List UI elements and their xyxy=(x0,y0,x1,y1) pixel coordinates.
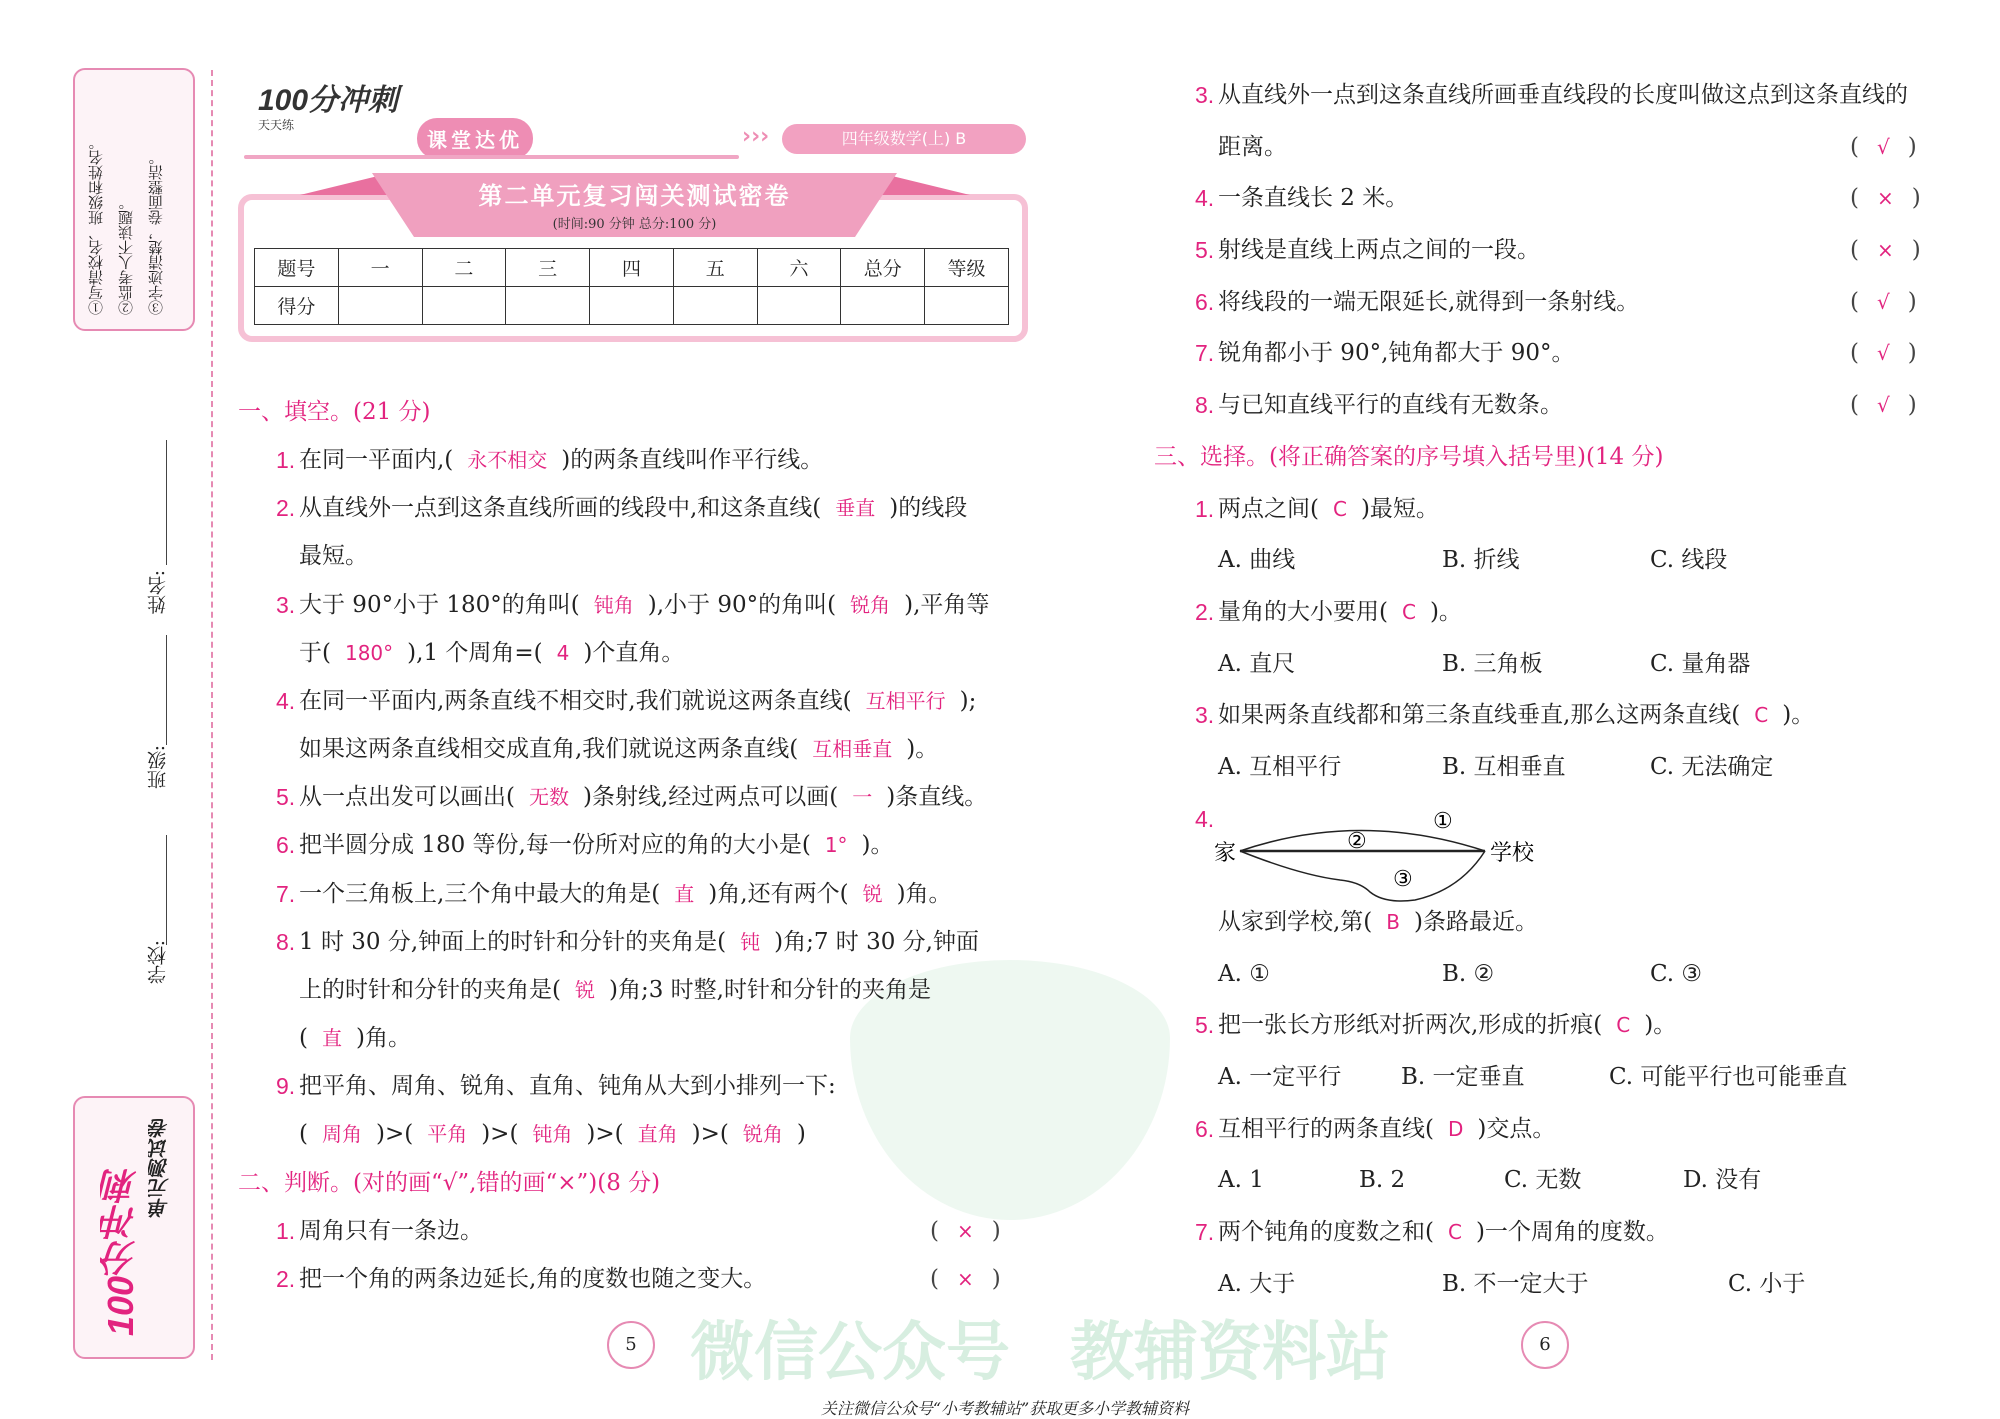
question-text xyxy=(299,677,976,725)
text: ( xyxy=(299,1121,308,1148)
question-text xyxy=(1218,690,1814,742)
grade-label: 四年级数学(上) B xyxy=(782,124,1026,154)
question-text xyxy=(299,484,967,532)
question-text xyxy=(299,436,823,484)
school-line[interactable] xyxy=(166,835,167,945)
score-header: 题号 xyxy=(255,249,339,287)
question-text xyxy=(1218,122,1287,174)
text: 大于 90°小于 180°的角叫( xyxy=(299,591,580,618)
text: 周角只有一条边。 xyxy=(299,1217,483,1244)
text: ) xyxy=(796,1121,806,1148)
judgment-answer: ( × ) xyxy=(930,1217,1001,1244)
text: )。 xyxy=(1429,598,1462,625)
question-number: 3. xyxy=(1195,82,1215,108)
options-row xyxy=(1195,742,1955,794)
text: )条路最近。 xyxy=(1414,909,1539,935)
question-number: 9. xyxy=(276,1073,296,1100)
question-text xyxy=(299,1255,766,1303)
chevrons-icon: ››› xyxy=(742,124,770,149)
text: )角;7 时 30 分,钟面 xyxy=(774,928,979,955)
text: 如果两条直线都和第三条直线垂直,那么这两条直线( xyxy=(1218,702,1741,729)
score-cell[interactable] xyxy=(925,287,1009,325)
text: )条直线。 xyxy=(886,784,988,811)
judgment-answer: ( × ) xyxy=(930,1265,1001,1292)
question-line xyxy=(276,1255,1026,1303)
score-header: 总分 xyxy=(841,249,925,287)
route-2-label: ② xyxy=(1347,829,1367,854)
question-line xyxy=(1195,587,1955,639)
text: )最短。 xyxy=(1360,495,1439,522)
answer: 一 xyxy=(852,785,873,810)
text: )。 xyxy=(1644,1012,1677,1039)
option: A. 曲线 xyxy=(1218,547,1296,574)
question-line xyxy=(276,532,1026,580)
class-line[interactable] xyxy=(166,635,167,745)
question-number: 5. xyxy=(1195,237,1215,264)
answer: 直角 xyxy=(637,1122,678,1147)
question-line xyxy=(276,918,1026,966)
question-number: 2. xyxy=(276,1265,296,1292)
option: C. 无数 xyxy=(1504,1167,1582,1194)
question-text xyxy=(1218,70,1908,122)
question-line xyxy=(276,966,1026,1014)
route-diagram xyxy=(1180,800,1600,910)
score-cell[interactable] xyxy=(841,287,925,325)
question-line xyxy=(1195,1207,1955,1259)
question-number: 1. xyxy=(276,447,296,474)
answer: 永不相交 xyxy=(467,448,548,473)
question-text xyxy=(1218,380,1563,432)
brand-subtitle: 单元测试卷 xyxy=(148,1118,172,1218)
exam-info: (时间:90 分钟 总分:100 分) xyxy=(552,217,717,232)
question-number: 4. xyxy=(1195,185,1215,212)
question-line xyxy=(276,581,1026,629)
question-text xyxy=(1218,225,1540,277)
option: B. 2 xyxy=(1359,1167,1406,1194)
answer: 周角 xyxy=(321,1122,362,1147)
score-header: 五 xyxy=(673,249,757,287)
options-row xyxy=(1195,639,1955,691)
question-number: 7. xyxy=(276,880,296,907)
text: 把半圆分成 180 等份,每一份所对应的角的大小是( xyxy=(299,832,811,859)
answer: 钝角 xyxy=(593,592,634,617)
text: 从直线外一点到这条直线所画垂直线段的长度叫做这点到这条直线的 xyxy=(1218,82,1908,108)
question-text xyxy=(299,966,931,1014)
question-number: 7. xyxy=(1195,340,1215,367)
judgment-mark: × xyxy=(1876,238,1894,263)
badge: 课堂达优 xyxy=(417,118,533,159)
question-text xyxy=(1218,1104,1555,1156)
text: 如果这两条直线相交成直角,我们就说这两条直线( xyxy=(299,736,799,763)
answer: 180° xyxy=(344,640,394,665)
question-line xyxy=(276,629,1026,677)
question-text xyxy=(299,821,894,869)
option: A. 一定平行 xyxy=(1218,1064,1342,1091)
question-number: 6. xyxy=(1195,1115,1215,1142)
text: ( xyxy=(299,1025,308,1052)
answer: 4 xyxy=(556,640,570,665)
question-number: 7. xyxy=(1195,1219,1215,1246)
school-label: 学校: xyxy=(147,940,169,985)
answer: 直 xyxy=(674,881,695,906)
score-cell[interactable] xyxy=(506,287,590,325)
question-line xyxy=(1195,1000,1955,1052)
section-heading xyxy=(1154,432,1955,484)
footer-note: 关注微信公众号“小考教辅站”获取更多小学教辅资料 xyxy=(820,1399,1190,1418)
text: )。 xyxy=(861,832,894,859)
question-line xyxy=(1195,173,1955,225)
question-number: 4. xyxy=(276,687,296,714)
option: A. ① xyxy=(1218,960,1270,987)
answer: 互相平行 xyxy=(865,688,946,713)
name-line[interactable] xyxy=(166,440,167,565)
question-number: 1. xyxy=(1195,495,1215,522)
text: )角。 xyxy=(355,1025,411,1052)
answer: C xyxy=(1754,703,1769,728)
brand-logo: 100分冲刺 xyxy=(100,1168,141,1337)
text: 一条直线长 2 米。 xyxy=(1218,185,1409,212)
judgment-mark: √ xyxy=(1876,393,1890,418)
judgment-answer: ( √ ) xyxy=(1850,392,1917,419)
text: 两个钝角的度数之和( xyxy=(1218,1219,1434,1246)
question-line xyxy=(276,870,1026,918)
left-column xyxy=(238,388,1026,1303)
text: 两点之间( xyxy=(1218,495,1319,522)
route-3-label: ③ xyxy=(1393,867,1413,892)
instruction: ②监考人不读题。 xyxy=(117,195,135,315)
option: B. ② xyxy=(1442,960,1495,987)
question-line xyxy=(276,436,1026,484)
question-line xyxy=(1195,1104,1955,1156)
answer: 平角 xyxy=(427,1122,468,1147)
question-text xyxy=(1218,1207,1669,1259)
question-number: 2. xyxy=(1195,598,1215,625)
question-line xyxy=(276,821,1026,869)
logo xyxy=(258,84,398,132)
text: ),小于 90°的角叫( xyxy=(647,591,837,618)
question-line xyxy=(276,1207,1026,1255)
question-text xyxy=(299,773,987,821)
question-text xyxy=(299,532,368,580)
text: 在同一平面内,( xyxy=(299,447,454,474)
question-line xyxy=(1195,277,1955,329)
options-row xyxy=(1195,1259,1955,1311)
text: )>( xyxy=(481,1121,519,1148)
option: D. 没有 xyxy=(1683,1167,1762,1194)
question-line xyxy=(276,1110,1026,1158)
section-heading xyxy=(238,388,1026,436)
text: )>( xyxy=(375,1121,414,1148)
question-text xyxy=(1218,587,1462,639)
question-number: 2. xyxy=(276,495,296,522)
answer: 1° xyxy=(824,833,848,858)
logo-text: 天天练 xyxy=(258,118,295,132)
question-text xyxy=(1218,1000,1676,1052)
answer: 互相垂直 xyxy=(812,737,893,762)
watermark-text: 微信公众号 xyxy=(690,1316,1010,1390)
page-title: 第二单元复习闯关测试密卷 xyxy=(478,182,791,210)
score-cell[interactable] xyxy=(673,287,757,325)
score-header: 三 xyxy=(506,249,590,287)
option: A. 1 xyxy=(1218,1167,1264,1194)
section-title: 二、判断。(对的画“√”,错的画“×”)(8 分) xyxy=(238,1169,661,1196)
score-cell[interactable] xyxy=(590,287,674,325)
brand-box xyxy=(73,1096,195,1359)
judgment-mark: × xyxy=(1876,186,1894,211)
answer: 直 xyxy=(321,1026,342,1051)
judgment-mark: √ xyxy=(1876,289,1890,314)
score-cell[interactable] xyxy=(422,287,506,325)
text: 从直线外一点到这条直线所画的线段中,和这条直线( xyxy=(299,495,822,522)
answer: 锐 xyxy=(574,977,595,1002)
question-text xyxy=(1218,173,1408,225)
option: B. 不一定大于 xyxy=(1442,1270,1589,1297)
question-number: 1. xyxy=(276,1217,296,1244)
page-number: 5 xyxy=(607,1321,655,1369)
text: )一个周角的度数。 xyxy=(1475,1219,1669,1246)
answer: C xyxy=(1447,1220,1462,1245)
options-row xyxy=(1195,1052,1955,1104)
question-text xyxy=(299,870,952,918)
score-row-label: 得分 xyxy=(255,287,339,325)
judgment-mark: × xyxy=(956,1218,974,1243)
text: ),1 个周角=( xyxy=(407,639,543,666)
question-line xyxy=(276,484,1026,532)
judgment-answer: ( √ ) xyxy=(1850,288,1917,315)
text: 把一张长方形纸对折两次,形成的折痕( xyxy=(1218,1012,1603,1039)
answer: B xyxy=(1386,910,1401,934)
answer: 钝角 xyxy=(532,1122,573,1147)
question-line xyxy=(1195,70,1955,122)
question-line xyxy=(1195,122,1955,174)
option: C. 小于 xyxy=(1728,1270,1806,1297)
answer: C xyxy=(1616,1013,1631,1038)
answer: 钝 xyxy=(740,929,761,954)
score-cell[interactable] xyxy=(338,287,422,325)
answer: 垂直 xyxy=(835,496,876,521)
question-text xyxy=(299,1062,836,1110)
text: 将线段的一端无限延长,就得到一条射线。 xyxy=(1218,288,1640,315)
section-title: 一、填空。(21 分) xyxy=(238,399,431,425)
option: C. 可能平行也可能垂直 xyxy=(1609,1064,1848,1091)
text: )角,还有两个( xyxy=(708,880,849,907)
section-heading xyxy=(238,1159,1026,1207)
option: C. 量角器 xyxy=(1650,650,1751,677)
question-text xyxy=(299,581,989,629)
text: 距离。 xyxy=(1218,133,1287,160)
question-text xyxy=(299,1207,483,1255)
question-number: 6. xyxy=(1195,288,1215,315)
text: )角;3 时整,时针和分针的夹角是 xyxy=(608,976,931,1003)
text: 与已知直线平行的直线有无数条。 xyxy=(1218,392,1563,419)
score-header: 四 xyxy=(590,249,674,287)
question-line xyxy=(1195,328,1955,380)
question-number: 3. xyxy=(276,591,296,618)
text: ); xyxy=(959,687,977,714)
question-number: 3. xyxy=(1195,702,1215,729)
judgment-mark: × xyxy=(956,1266,974,1291)
instructions-box xyxy=(73,68,195,331)
question-line xyxy=(276,773,1026,821)
route-1-label: ① xyxy=(1433,809,1453,834)
text: ),平角等 xyxy=(904,591,990,618)
question-line xyxy=(276,1062,1026,1110)
judgment-answer: ( √ ) xyxy=(1850,133,1917,160)
option: A. 直尺 xyxy=(1218,650,1296,677)
text: )。 xyxy=(1782,702,1815,729)
question-line xyxy=(276,725,1026,773)
answer: 锐角 xyxy=(850,592,891,617)
route-3-curve xyxy=(1240,851,1485,901)
text: )的两条直线叫作平行线。 xyxy=(561,447,824,474)
score-header: 二 xyxy=(422,249,506,287)
text: 把一个角的两条边延长,角的度数也随之变大。 xyxy=(299,1265,767,1292)
question-text xyxy=(299,1014,411,1062)
question-line xyxy=(276,677,1026,725)
option: B. 三角板 xyxy=(1442,650,1543,677)
text: 互相平行的两条直线( xyxy=(1218,1115,1434,1142)
question-number: 4. xyxy=(1195,805,1215,832)
cut-line xyxy=(211,70,213,1360)
text: 一个三角板上,三个角中最大的角是( xyxy=(299,880,661,907)
question-text xyxy=(299,918,979,966)
instruction: ③字迹清楚，卷面整洁。 xyxy=(147,150,165,315)
question-number: 5. xyxy=(1195,1012,1215,1039)
text: )。 xyxy=(906,736,939,763)
instruction: ①写清校名、班级和姓名。 xyxy=(87,135,105,315)
score-header: 六 xyxy=(757,249,841,287)
judgment-mark: √ xyxy=(1876,341,1890,366)
option: C. 线段 xyxy=(1650,547,1728,574)
score-header: 等级 xyxy=(925,249,1009,287)
school-label: 学校 xyxy=(1490,841,1535,866)
text: 把平角、周角、锐角、直角、钝角从大到小排列一下: xyxy=(299,1073,836,1100)
text: 量角的大小要用( xyxy=(1218,598,1388,625)
question-number: 8. xyxy=(1195,392,1215,419)
text: )>( xyxy=(691,1121,729,1148)
answer: 无数 xyxy=(528,785,569,810)
question-text xyxy=(1218,328,1574,380)
text: 最短。 xyxy=(299,543,368,570)
text: )>( xyxy=(586,1121,624,1148)
question-text xyxy=(299,1110,806,1158)
options-row xyxy=(1195,1155,1955,1207)
question-number: 8. xyxy=(276,928,296,955)
text: 从一点出发可以画出( xyxy=(299,784,515,811)
watermark-text: 教辅资料站 xyxy=(1070,1316,1390,1390)
text: )角。 xyxy=(896,880,952,907)
question-line xyxy=(1195,225,1955,277)
text: )的线段 xyxy=(889,495,968,522)
options-row xyxy=(1195,949,1955,1001)
header-rule xyxy=(244,155,739,159)
question-text xyxy=(299,629,684,677)
score-header: 一 xyxy=(338,249,422,287)
logo-text: 100分冲刺 xyxy=(258,84,399,117)
text: )交点。 xyxy=(1477,1115,1556,1142)
option: B. 折线 xyxy=(1442,547,1520,574)
option: C. 无法确定 xyxy=(1650,753,1774,780)
question-number: 5. xyxy=(276,784,296,811)
text: 1 时 30 分,钟面上的时针和分针的夹角是( xyxy=(299,928,727,955)
judgment-answer: ( × ) xyxy=(1850,237,1921,264)
text: )个直角。 xyxy=(583,639,685,666)
judgment-mark: √ xyxy=(1876,134,1890,159)
option: C. ③ xyxy=(1650,960,1703,987)
text: 上的时针和分针的夹角是( xyxy=(299,976,561,1003)
text: 在同一平面内,两条直线不相交时,我们就说这两条直线( xyxy=(299,687,852,714)
answer: 锐角 xyxy=(742,1122,783,1147)
score-cell[interactable] xyxy=(757,287,841,325)
option: A. 互相平行 xyxy=(1218,753,1342,780)
score-table xyxy=(254,248,1009,325)
section-title: 三、选择。(将正确答案的序号填入括号里)(14 分) xyxy=(1154,443,1664,470)
question-line xyxy=(1195,484,1955,536)
answer: 锐 xyxy=(862,881,883,906)
option: B. 互相垂直 xyxy=(1442,753,1566,780)
answer: C xyxy=(1332,496,1347,521)
option: B. 一定垂直 xyxy=(1401,1064,1525,1091)
question-line xyxy=(1195,690,1955,742)
question-text xyxy=(1218,277,1639,329)
judgment-answer: ( √ ) xyxy=(1850,340,1917,367)
right-column xyxy=(1154,70,1955,1311)
question-line xyxy=(276,1014,1026,1062)
answer: D xyxy=(1447,1116,1464,1141)
judgment-answer: ( × ) xyxy=(1850,185,1921,212)
text: 锐角都小于 90°,钝角都大于 90°。 xyxy=(1218,340,1575,367)
name-label: 姓名: xyxy=(147,570,169,615)
text: 从家到学校,第( xyxy=(1218,909,1373,935)
option: A. 大于 xyxy=(1218,1270,1296,1297)
options-row xyxy=(1195,535,1955,587)
answer: C xyxy=(1401,599,1416,624)
text: 于( xyxy=(299,639,331,666)
text: 射线是直线上两点之间的一段。 xyxy=(1218,237,1540,264)
question-line xyxy=(1195,380,1955,432)
question-number: 6. xyxy=(276,832,296,859)
home-label: 家 xyxy=(1214,841,1237,866)
class-label: 班级: xyxy=(147,745,169,790)
question-text xyxy=(1218,484,1439,536)
text: )条射线,经过两点可以画( xyxy=(582,784,839,811)
page-number: 6 xyxy=(1521,1321,1569,1369)
question-text xyxy=(299,725,938,773)
